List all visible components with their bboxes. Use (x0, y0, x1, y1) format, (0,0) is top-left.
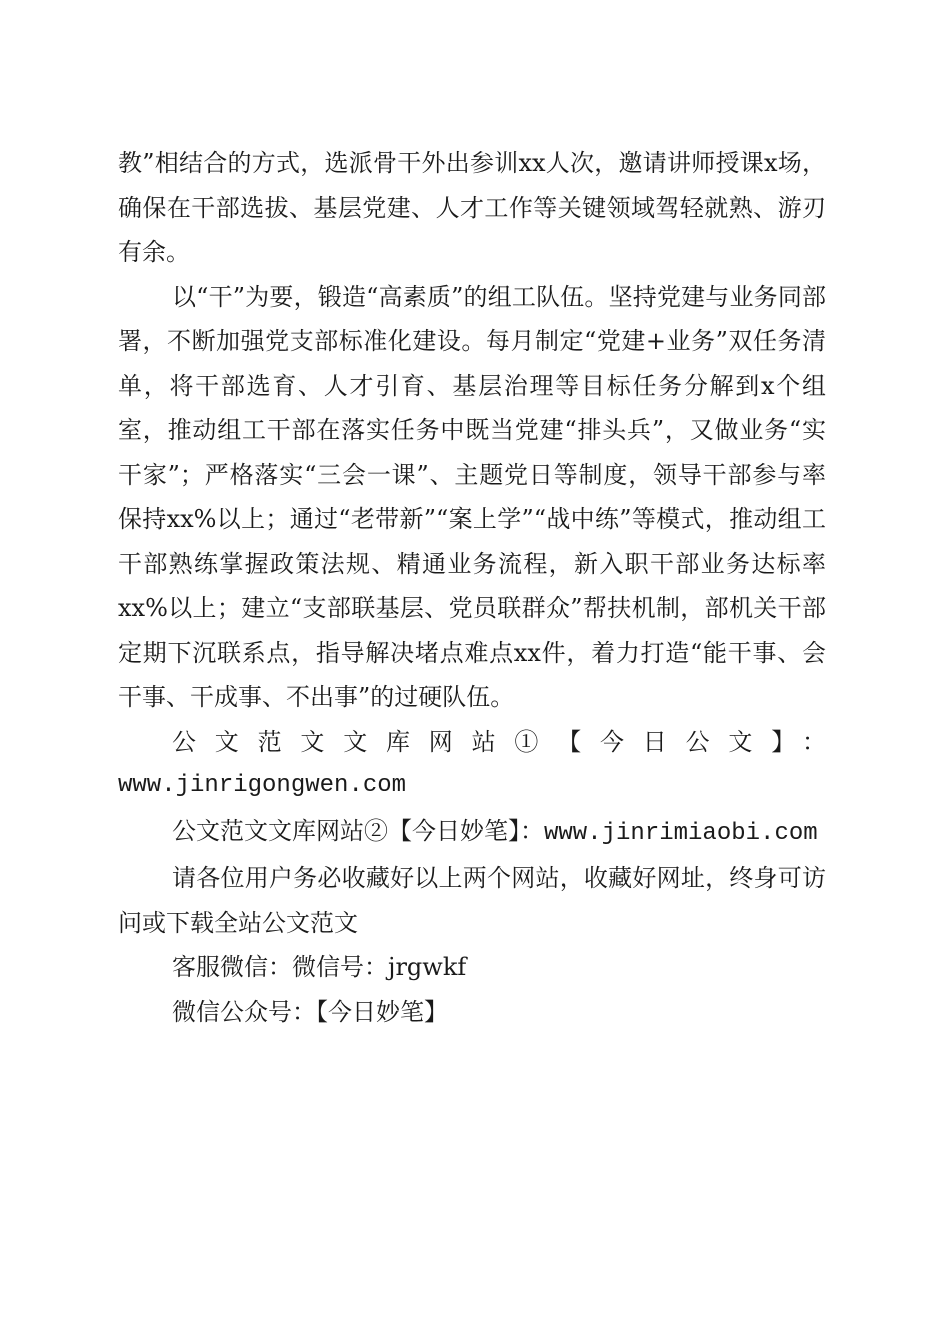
document-body (118, 141, 826, 1034)
site2-url[interactable]: www.jinrimiaobi.com (544, 819, 818, 847)
wechat-official-account: 微信公众号：【今日妙笔】 (172, 997, 448, 1026)
site1-label: 公文范文文库网站①【今日公文】： (172, 727, 826, 756)
paragraph-team-building: 以“干”为要，锻造“高素质”的组工队伍。坚持党建与业务同部署，不断加强党支部标准化建设。每月制定“党建+业务”双任务清单，将干部选育、人才引育、基层治理等目标任务分解到x个组室，推动组工干部在落实任务中既当党建“排头兵”，又做业务“实干家”；严格落实“三会一课”、主题党日等制度，领导干部参与率保持xx%以上；通过“老带新”“案上学”“战中练”等模式，推动组工干部熟练掌握政策法规、精通业务流程，新入职干部业务达标率xx%以上；建立“支部联基层、党员联群众”帮扶机制，部机关干部定期下沉联系点，指导解决堵点难点xx件，着力打造“能干事、会干事、干成事、不出事”的过硬队伍。 (118, 282, 826, 711)
bookmark-notice: 请各位用户务必收藏好以上两个网站，收藏好网址，终身可访问或下载全站公文范文 (118, 864, 826, 937)
site2-line (118, 809, 826, 857)
paragraph-training: 教”相结合的方式，选派骨干外出参训xx人次，邀请讲师授课x场，确保在干部选拔、基层党建、人才工作等关键领域驾轻就熟、游刃有余。 (118, 149, 826, 266)
site2-label: 公文范文文库网站②【今日妙笔】： (172, 816, 544, 845)
site1-url[interactable]: www.jinrigongwen.com (118, 772, 407, 799)
customer-service-wechat: 客服微信：微信号：jrgwkf (172, 953, 467, 981)
